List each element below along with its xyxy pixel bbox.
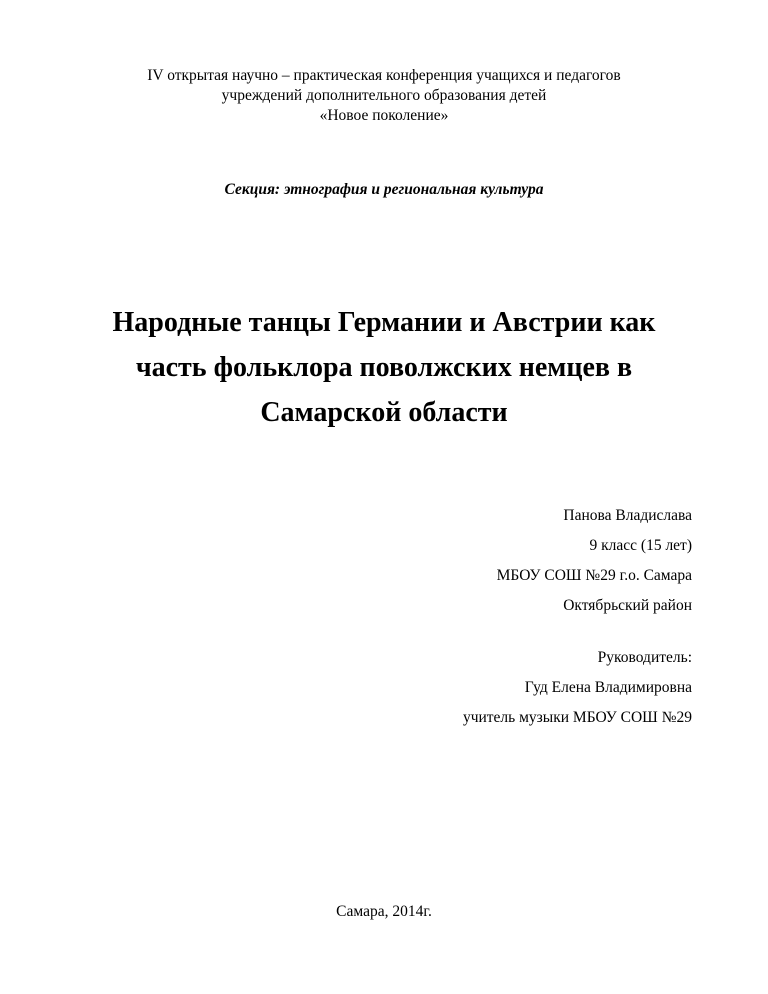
author-name: Панова Владислава [563,507,692,524]
author-block [497,501,692,621]
conference-name-line-2: учреждений дополнительного образования детей [221,87,547,104]
author-grade: 9 класс (15 лет) [589,537,692,554]
supervisor-position: учитель музыки МБОУ СОШ №29 [462,709,692,726]
supervisor-name: Гуд Елена Владимировна [524,679,692,696]
supervisor-label: Руководитель: [597,649,692,666]
author-school: МБОУ СОШ №29 г.о. Самара [496,567,692,584]
conference-name-line-3: «Новое поколение» [319,107,449,124]
title-line-2: часть фольклора поволжских немцев в [135,352,633,383]
title-line-3: Самарской области [260,397,508,428]
title-line-1: Народные танцы Германии и Австрии как [112,307,656,338]
conference-name-line-1: IV открытая научно – практическая конференция учащихся и педагогов [147,67,621,84]
place-year: Самара, 2014г. [336,903,432,920]
conference-header [0,66,768,126]
supervisor-block [463,643,692,733]
author-district: Октябрьский район [563,597,692,614]
document-title [0,300,768,435]
section-heading: Секция: этнография и региональная культура [224,181,544,198]
